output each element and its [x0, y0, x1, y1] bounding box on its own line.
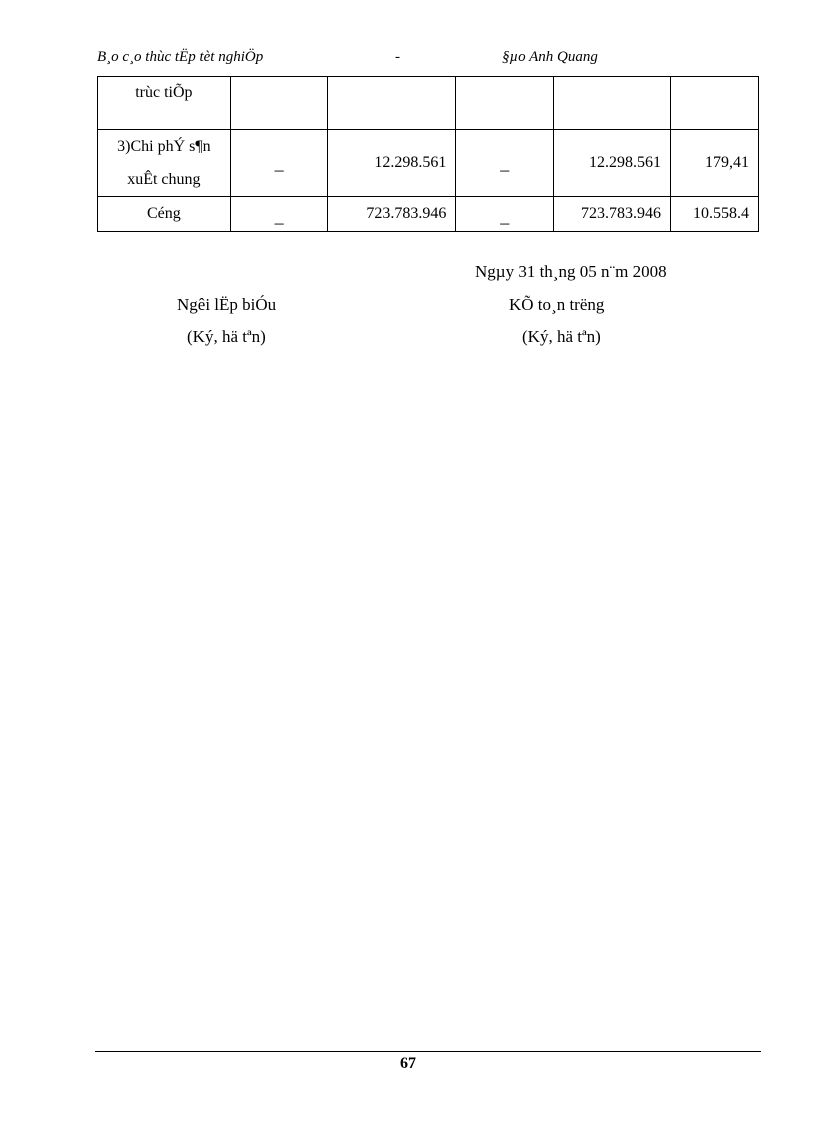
table-cell	[328, 77, 456, 130]
header-report-title: B¸o c¸o thùc tËp tèt nghiÖp	[97, 49, 264, 65]
row-label-line: 3)Chi phÝ s¶n	[117, 138, 211, 155]
table-cell: _	[230, 130, 328, 197]
row-label	[98, 197, 231, 232]
footer-rule	[95, 1051, 761, 1052]
cost-table	[97, 76, 759, 232]
row-label-line: trùc tiÕp	[135, 84, 193, 101]
table-cell: 10.558.4	[671, 197, 759, 232]
table-row-total	[98, 197, 759, 232]
row-label	[98, 130, 231, 197]
table-cell	[456, 77, 554, 130]
row-label	[98, 77, 231, 130]
chief-accountant-sign-note: (Ký, hä tªn)	[522, 327, 601, 346]
table-cell: 723.783.946	[554, 197, 671, 232]
table-cell	[554, 77, 671, 130]
table-cell: _	[456, 130, 554, 197]
preparer-sign-note: (Ký, hä tªn)	[187, 327, 266, 346]
page-header	[97, 49, 759, 71]
chief-accountant-title: KÕ to¸n trëng	[509, 295, 605, 314]
table-cell: 179,41	[671, 130, 759, 197]
table-row	[98, 130, 759, 197]
table-cell: _	[230, 197, 328, 232]
table-cell	[230, 77, 328, 130]
table-cell: _	[456, 197, 554, 232]
header-separator: -	[395, 49, 400, 65]
table-cell: 12.298.561	[554, 130, 671, 197]
signature-date: Ngµy 31 th¸ng 05 n¨m 2008	[475, 262, 667, 281]
table-row	[98, 77, 759, 130]
table-cell	[671, 77, 759, 130]
table-cell: 12.298.561	[328, 130, 456, 197]
table-cell: 723.783.946	[328, 197, 456, 232]
page-number: 67	[400, 1055, 416, 1072]
row-label-line: Céng	[146, 205, 181, 222]
preparer-title: Ngêi lËp biÓu	[177, 295, 277, 314]
header-author: §µo Anh Quang	[502, 49, 598, 65]
row-label-line: xuÊt chung	[127, 171, 201, 188]
